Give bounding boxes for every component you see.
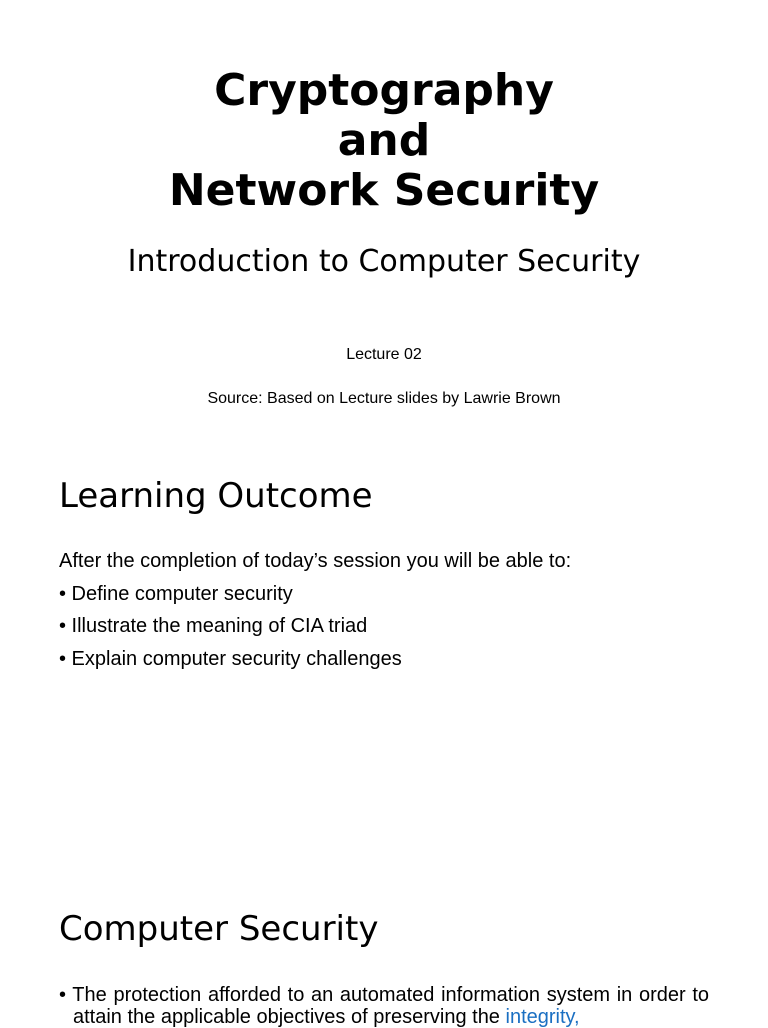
main-title [0, 66, 768, 216]
computer-security-list [59, 984, 709, 1028]
list-item [59, 984, 709, 1028]
title-line-1: Cryptography [214, 65, 554, 116]
title-slide [0, 0, 768, 440]
computer-security-slide [0, 860, 768, 1028]
title-line-2: and [337, 115, 431, 166]
title-line-3: Network Security [168, 165, 600, 216]
source-credit: Source: Based on Lecture slides by Lawrie Brown [207, 390, 561, 407]
lecture-number: Lecture 02 [346, 346, 422, 363]
integrity-link[interactable]: integrity, [505, 1006, 580, 1028]
list-item: • Define computer security [59, 582, 293, 605]
intro-text: After the completion of today’s session you will be able to: [59, 550, 572, 572]
list-item: • Explain computer security challenges [59, 647, 402, 670]
bullet-text: • The protection afforded to an automated information system in order to attain the applicable objectives of preserving the [59, 984, 709, 1028]
subtitle: Introduction to Computer Security [127, 244, 641, 279]
computer-security-heading: Computer Security [59, 909, 379, 949]
learning-outcome-slide [0, 440, 768, 860]
list-item: • Illustrate the meaning of CIA triad [59, 615, 368, 637]
learning-outcome-list [59, 545, 719, 675]
learning-outcome-heading: Learning Outcome [59, 476, 373, 516]
